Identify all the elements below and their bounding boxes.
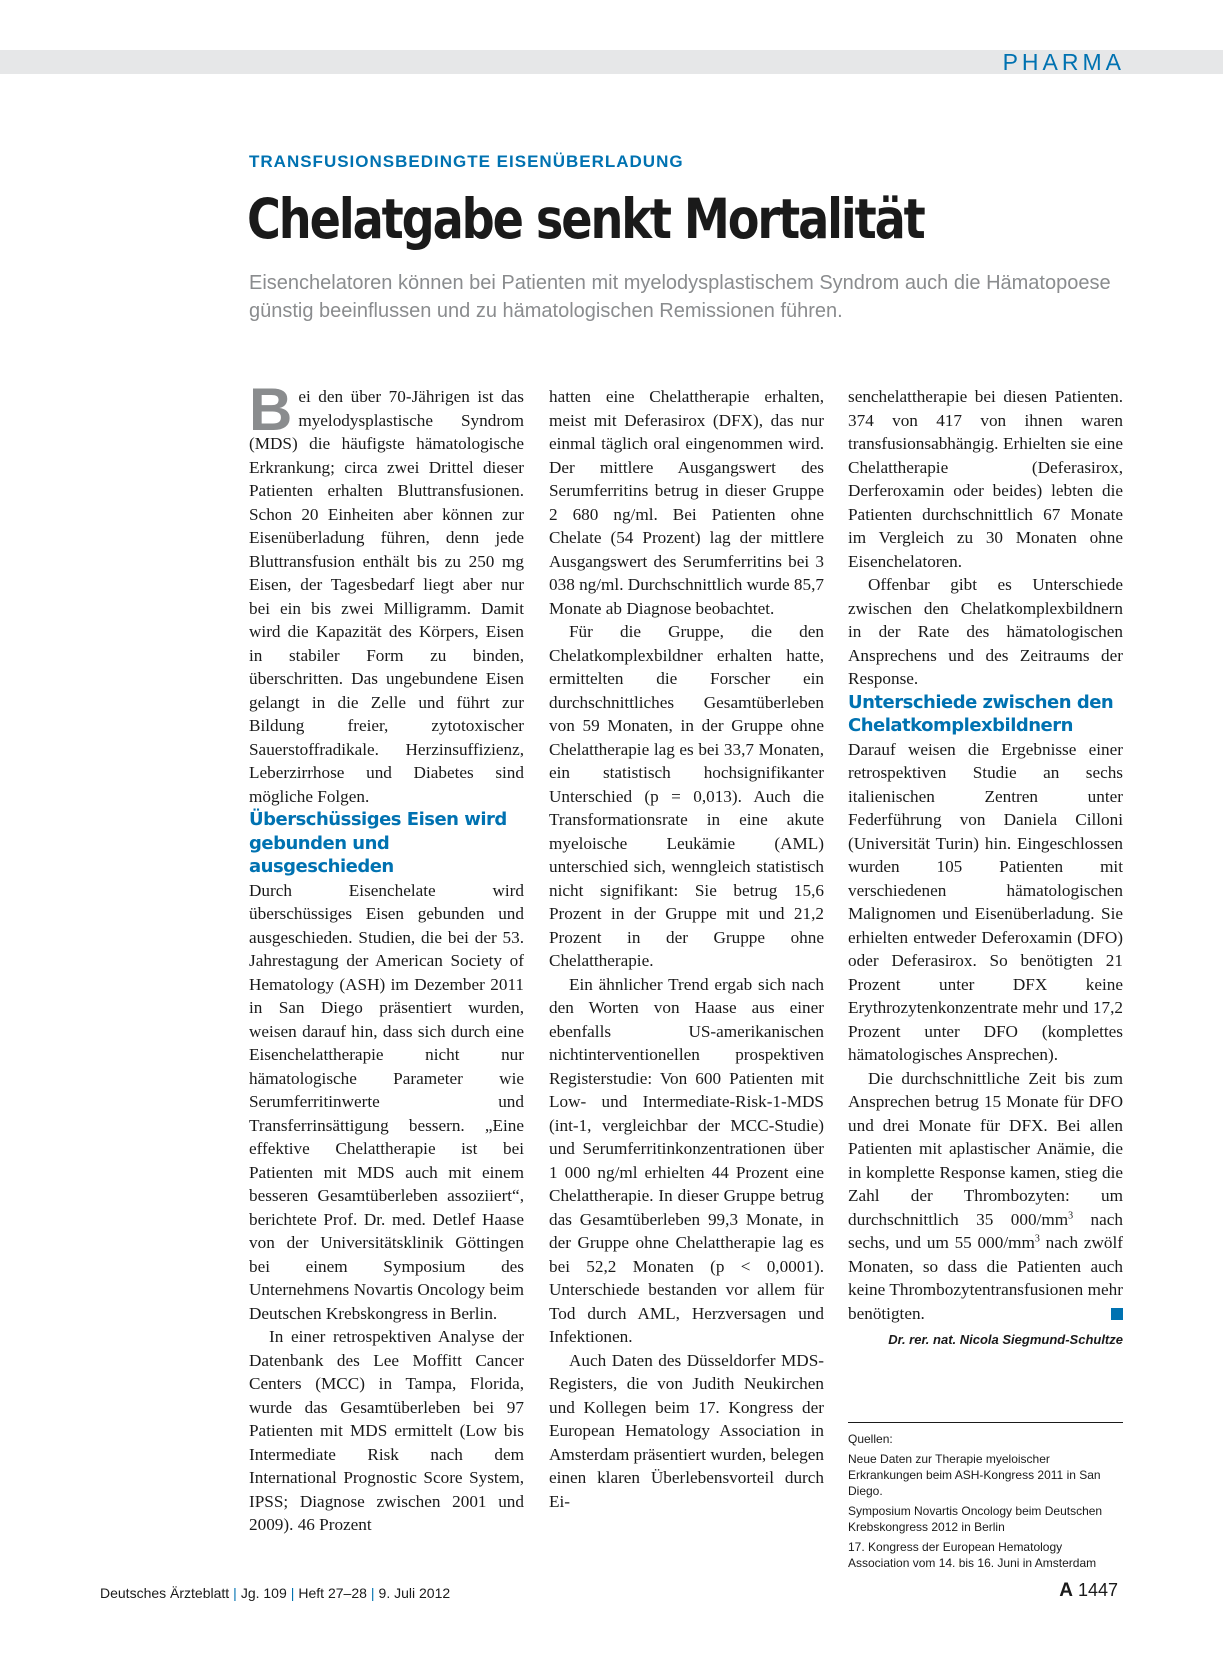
page-prefix: A xyxy=(1059,1580,1073,1601)
subheading-2: Unterschiede zwischen den Chelatkomplexbildnern xyxy=(848,691,1114,736)
paragraph-9: Offenbar gibt es Unterschiede zwischen den Chelatkomplexbildnern in der Rate des hämatologischen Ansprechens und des Zeitraums der Response. xyxy=(848,575,1123,688)
separator: | xyxy=(290,1585,295,1601)
source-item: Neue Daten zur Therapie myeloischer Erkrankungen beim ASH-Kongress 2011 in San Diego. xyxy=(848,1452,1101,1498)
journal-name: Deutsches Ärzteblatt xyxy=(100,1585,230,1601)
paragraph-7: Auch Daten des Düsseldorfer MDS-Registers, die von Judith Neukirchen und Kollegen beim 17. Kongress der European Hematology Association in Amsterdam präsentiert wurden, belegen einen klaren Überlebensvorteil durch Ei- xyxy=(549,1350,824,1511)
drop-cap: B xyxy=(249,376,293,443)
paragraph-2: Durch Eisenchelate wird überschüssiges Eisen gebunden und ausgeschieden. Studien, die bei der 53. Jahrestagung der American Society of Hematology (ASH) im Dezember 2011 in San Diego präsentiert wurden, weisen darauf hin, dass sich durch eine Eisenchelattherapie nicht nur hämatologische Parameter wie Serumferritinwerte und Transferrinsättigung bessern. „Eine effektive Chelattherapie ist bei Patienten mit MDS auch mit einem besseren Gesamtüberleben assoziiert“, berichtete Prof. Dr. med. Detlef Haase von der Universitätsklinik Göttingen bei einem Symposium des Unternehmens Novartis Oncology beim Deutschen Krebskongress in Berlin. xyxy=(249,880,524,1323)
sources-box xyxy=(848,1422,1123,1575)
paragraph-8: senchelattherapie bei diesen Patienten. 374 von 417 von ihnen waren transfusionsabhängig. Erhielten sie eine Chelattherapie (Deferasirox, Derferoxamin oder beides) lebten die Patienten durchschnittlich 67 Monate im Vergleich zu 30 Monaten ohne Eisenchelatoren. xyxy=(848,387,1123,571)
issue: Heft 27–28 xyxy=(298,1585,367,1601)
separator: | xyxy=(370,1585,375,1601)
page-number-value: 1447 xyxy=(1077,1580,1118,1600)
column-1 xyxy=(249,376,524,1537)
source-item: Symposium Novartis Oncology beim Deutschen Krebskongress 2012 in Berlin xyxy=(848,1504,1103,1534)
paragraph-10: Darauf weisen die Ergebnisse einer retrospektiven Studie an sechs italienischen Zentren unter Federführung von Daniela Cilloni (Universität Turin) hin. Eingeschlossen wurden 105 Patienten mit verschiedenen hämatologischen Malignomen und Eisenüberladung. Sie erhielten entweder Deferoxamin (DFO) oder Deferasirox. So benötigten 21 Prozent unter DFX keine Erythrozytenkonzentrate mehr und 17,2 Prozent unter DFO (komplettes hämatologisches Ansprechen). xyxy=(848,739,1123,1064)
paragraph-11 xyxy=(848,1067,1123,1326)
paragraph-6: Ein ähnlicher Trend ergab sich nach den Worten von Haase aus einer ebenfalls US-amerikanischen nichtinterventionellen prospektiven Registerstudie: Von 600 Patienten mit Low- und Intermediate-Risk-1-MDS (int-1, vergleichbar der MCC-Studie) und Serumferritinkonzentrationen über 1 000 ng/ml erhielten 44 Prozent eine Chelattherapie. In dieser Gruppe betrug das Gesamtüberleben 99,3 Monate, in der Gruppe ohne Chelattherapie lag es bei 52,2 Monaten (p < 0,0001). Unterschiede bestanden vor allem für Tod durch AML, Herzversagen und Infektionen. xyxy=(549,974,824,1346)
author-byline: Dr. rer. nat. Nicola Siegmund-Schultze xyxy=(888,1332,1123,1347)
volume: Jg. 109 xyxy=(240,1585,287,1601)
article-title: Chelatgabe senkt Mortalität xyxy=(247,187,924,251)
paragraph-intro xyxy=(249,376,524,808)
article-kicker: TRANSFUSIONSBEDINGTE EISENÜBERLADUNG xyxy=(249,152,684,171)
paragraph-5: Für die Gruppe, die den Chelatkomplexbildner erhalten hatte, ermittelten die Forscher ein durchschnittliches Gesamtüberleben von 59 Monaten, in der Gruppe ohne Chelattherapie lag es bei 33,7 Monaten, ein statistisch hochsignifikanter Unterschied (p = 0,013). Auch die Transformationsrate in eine akute myeloische Leukämie (AML) unterschied sich, wenngleich statistisch nicht signifikant: Sie betrug 15,6 Prozent in der Gruppe mit und 21,2 Prozent in der Gruppe ohne Chelattherapie. xyxy=(549,622,824,970)
paragraph-11-part-a: Die durchschnittliche Zeit bis zum Ansprechen betrug 15 Monate für DFO und drei Monate für DFX. Bei allen Patienten mit aplastischer Anämie, die in komplette Response kamen, stieg die Zahl der Thrombozyten: um durchschnittlich 35 000/mm xyxy=(848,1068,1123,1229)
paragraph-3: In einer retrospektiven Analyse der Datenbank des Lee Moffitt Cancer Centers (MCC) in Tampa, Florida, wurde das Gesamtüberleben bei 97 Patienten mit MDS ermittelt (Low bis Intermediate Risk nach dem International Prognostic Score System, IPSS; Diagnose zwischen 2001 und 2009). 46 Prozent xyxy=(249,1327,524,1534)
paragraph-4: hatten eine Chelattherapie erhalten, meist mit Deferasirox (DFX), das nur einmal täglich oral eingenommen wird. Der mittlere Ausgangswert des Serumferritins betrug in dieser Gruppe 2 680 ng/ml. Bei Patienten ohne Chelate (54 Prozent) lag der mittlere Ausgangswert des Serumferritins bei 3 038 ng/ml. Durchschnittlich wurde 85,7 Monate ab Diagnose beobachtet. xyxy=(549,387,824,618)
article-lead: Eisenchelatoren können bei Patienten mit myelodysplastischem Syndrom auch die Hämatopoese günstig beeinflussen und zu hämatologischen Remissionen führen. xyxy=(249,272,1111,322)
superscript-2: 3 xyxy=(1034,1233,1040,1245)
source-item: 17. Kongress der European Hematology Association vom 14. bis 16. Juni in Amsterdam xyxy=(848,1540,1097,1570)
footer-citation xyxy=(100,1585,450,1601)
sources-heading: Quellen: xyxy=(848,1432,893,1446)
paragraph-11-part-c: nach zwölf Monaten, so dass die Patienten auch keine Thrombozytentransfusionen mehr benötigten. xyxy=(848,1233,1123,1323)
end-mark-square-icon xyxy=(1111,1308,1123,1320)
paragraph-11-part-b: nach sechs, und um 55 000/mm xyxy=(848,1209,1123,1252)
subheading-1: Überschüssiges Eisen wird gebunden und ausgeschieden xyxy=(249,809,507,877)
section-label: PHARMA xyxy=(1002,49,1125,75)
page-number xyxy=(1059,1580,1118,1602)
column-3 xyxy=(848,385,1123,1352)
column-2 xyxy=(549,385,824,1513)
issue-date: 9. Juli 2012 xyxy=(378,1585,451,1601)
paragraph-intro-text: ei den über 70-Jährigen ist das myelodysplastische Syndrom (MDS) die häufigste hämatologische Erkrankung; circa zwei Drittel dieser Patienten erhalten Bluttransfusionen. Schon 20 Einheiten aber können zur Eisenüberladung führen, denn jede Bluttransfusion enthält bis zu 250 mg Eisen, der Tagesbedarf liegt aber nur bei ein bis zwei Milligramm. Damit wird die Kapazität des Körpers, Eisen in stabiler Form zu binden, überschritten. Das ungebundene Eisen gelangt in die Zelle und führt zur Bildung freier, zytotoxischer Sauerstoffradikale. Herzinsuffizienz, Leberzirrhose und Diabetes sind mögliche Folgen. xyxy=(249,387,524,806)
superscript-1: 3 xyxy=(1068,1209,1074,1221)
separator: | xyxy=(233,1585,237,1601)
